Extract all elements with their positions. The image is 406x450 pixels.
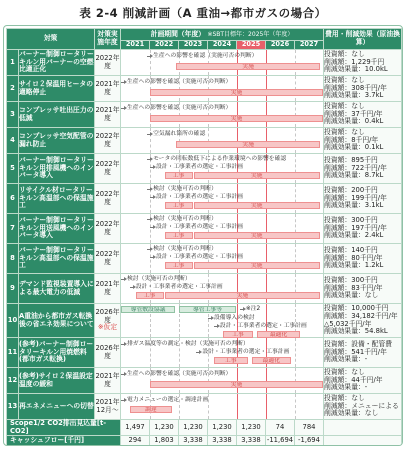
intro-year-cell <box>95 76 121 102</box>
cost-effect-line: 投資額：なし <box>324 394 365 403</box>
cost-effect-line: 投資額：300千円 <box>324 276 378 285</box>
footer-emissions-value: 1,230 <box>150 420 179 436</box>
measure-name: (参考)バーナー制御ロータリーキルン用焼燃料(都市ガス転換) <box>19 338 95 368</box>
schedule-arrow <box>130 287 134 288</box>
gantt-track <box>121 50 323 75</box>
schedule-label: 設計・工事業者の選定・工事計画 <box>156 224 243 230</box>
table-row <box>7 274 402 304</box>
schedule-label: 検討（実施可否の判断） <box>127 276 191 282</box>
footer-cashflow-value: 1,803 <box>150 436 179 446</box>
footer-cashflow-value: 3,338 <box>179 436 208 446</box>
schedule-label: 設備導入の検討 <box>214 315 255 321</box>
gantt-cell <box>121 184 324 214</box>
cost-effect-line: 投資額：なし <box>324 76 365 85</box>
schedule-bar: 工事 <box>136 292 164 299</box>
schedule-label: 生産への影響を確認（実施可否の判断） <box>127 105 232 111</box>
schedule-arrow <box>121 400 125 401</box>
cost-effect-line: 削減効果量：- <box>324 355 368 364</box>
intro-year-cell <box>95 338 121 368</box>
footer-emissions-value: 74 <box>266 420 295 436</box>
schedule-bar: 調達 <box>130 406 173 413</box>
cost-effect-cell <box>324 274 402 304</box>
table-row <box>7 102 402 128</box>
cost-effect-line: 投資額：なし <box>324 102 365 111</box>
schedule-label: 生産への影響を確認（実施可否の判断） <box>153 53 258 59</box>
cost-effect-cell <box>324 50 402 76</box>
cost-effect-cell <box>324 184 402 214</box>
intro-year: 2021年度 <box>95 79 120 96</box>
cost-effect-line: 削減効果量：なし <box>324 291 379 300</box>
cost-effect-line: 投資額：なし <box>324 50 365 59</box>
gantt-cell <box>121 214 324 244</box>
gantt-track <box>121 368 323 393</box>
intro-year-cell <box>95 128 121 154</box>
schedule-bar: 実施 <box>194 232 321 239</box>
intro-year: 2022年度 <box>95 219 120 236</box>
table-row <box>7 338 402 368</box>
table-row <box>7 76 402 102</box>
cost-effect-line: 削減額：199千円/年 <box>324 193 387 202</box>
footer-emissions-value: 1,230 <box>208 420 237 436</box>
schedule-arrow <box>240 309 244 310</box>
gantt-cell <box>121 368 324 394</box>
table-row <box>7 368 402 394</box>
measure-name: コンプレッサ吐出圧力の低減 <box>19 102 95 128</box>
row-number: 3 <box>7 102 19 128</box>
schedule-label: 設計・工事業者の選定・工事計画 <box>156 164 243 170</box>
intro-note: ※仮定 <box>97 323 118 332</box>
intro-year: 2026年度 <box>95 308 120 324</box>
intro-year: 2026年度 <box>95 343 120 360</box>
measure-name: A重油から都市ガス転換後の省エネ効果について <box>19 304 95 338</box>
header-year-2024: 2024 <box>208 41 237 50</box>
footer-cashflow-row <box>7 436 402 446</box>
cost-effect-line: 削減効果量：3.7kL <box>324 91 384 100</box>
header-cost-effect: 費用・削減効果（原油換算） <box>324 29 402 50</box>
table-row <box>7 184 402 214</box>
gantt-track <box>121 154 323 183</box>
cost-effect-line: 削減額：80千円/年 <box>324 253 383 262</box>
schedule-arrow <box>147 189 151 190</box>
schedule-label: 設計・工事業者の選定・工事計画 <box>156 254 243 260</box>
cost-effect-line: 削減効果量：10.0kL <box>324 65 388 74</box>
header-year-2023: 2023 <box>179 41 208 50</box>
footer-cashflow-value: -11,694 <box>266 436 295 446</box>
schedule-arrow <box>121 344 125 345</box>
reduction-plan-table <box>6 28 402 446</box>
cost-effect-line: 投資額：300千円 <box>324 216 378 225</box>
cost-effect-line: 削減額：197千円/年 <box>324 223 387 232</box>
measure-name: サイロ２保温用ヒータの適略停止 <box>19 76 95 102</box>
cost-effect-line: 投資額：140千円 <box>324 246 378 255</box>
measure-name: (参考)サイロ２保温設定温度の緩和 <box>19 368 95 394</box>
year-divider <box>295 338 296 367</box>
header-year-2026: 2026 <box>266 41 295 50</box>
gantt-cell <box>121 154 324 184</box>
row-number: 11 <box>7 338 19 368</box>
footer-cashflow-value: 3,338 <box>208 436 237 446</box>
schedule-arrow <box>150 197 154 198</box>
header-year-2022: 2022 <box>150 41 179 50</box>
schedule-bar: 最適化 <box>257 331 300 338</box>
footer-blank <box>324 420 402 436</box>
table-caption: 表 2-4 削減計画（A 重油→都市ガスの場合） <box>79 6 327 20</box>
cost-effect-cell <box>324 244 402 274</box>
schedule-label: 設計・工事業者の選定・工事計画 <box>202 349 290 355</box>
intro-year: 2022年度 <box>95 131 120 148</box>
gantt-cell <box>121 304 324 338</box>
intro-year-cell <box>95 184 121 214</box>
header-year-2027: 2027 <box>295 41 324 50</box>
cost-effect-line: 削減効果量：1.2kL <box>324 261 384 270</box>
cost-effect-line: 削減効果量：なし <box>324 409 379 418</box>
intro-year: 2022年度 <box>95 159 120 176</box>
gantt-cell <box>121 102 324 128</box>
gantt-track <box>121 338 323 367</box>
row-number: 12 <box>7 368 19 394</box>
table-row <box>7 394 402 420</box>
cost-effect-line: 削減効果量：0.1kL <box>324 143 384 152</box>
schedule-bar: 実施 <box>150 89 323 96</box>
schedule-arrow <box>147 159 151 160</box>
measure-name: バーナー制御ロータリーキルン高温部への保温施工 <box>19 244 95 274</box>
schedule-arrow <box>214 326 218 327</box>
header-year-2025: 2025 <box>237 41 266 50</box>
cost-effect-line: 削減額：37千円/年 <box>324 109 383 118</box>
gantt-cell <box>121 50 324 76</box>
intro-year: 2022年度 <box>95 249 120 266</box>
header-plan-period-label: 計画期間（年度） <box>150 29 206 38</box>
cost-effect-cell <box>324 394 402 420</box>
schedule-bar: 実施 <box>194 262 321 269</box>
cost-effect-cell <box>324 368 402 394</box>
schedule-arrow <box>121 108 125 109</box>
cost-effect-line: 削減額：541千円/年 <box>324 347 387 356</box>
cost-effect-cell <box>324 214 402 244</box>
cost-effect-line: 投資額：10,000千円 <box>324 304 389 313</box>
gantt-track <box>121 184 323 213</box>
intro-year-cell <box>95 154 121 184</box>
schedule-bar: 工事 <box>223 331 254 338</box>
schedule-label: 検討（実施可否の判断） <box>153 186 217 192</box>
schedule-bar: 実施 <box>150 381 323 388</box>
row-number: 5 <box>7 154 19 184</box>
cost-effect-cell <box>324 76 402 102</box>
schedule-arrow <box>147 56 151 57</box>
cost-effect-line: 削減額：722千円/年 <box>324 163 387 172</box>
cost-effect-line: 投資額：895千円 <box>324 156 378 165</box>
gantt-track <box>121 274 323 303</box>
intro-year-cell <box>95 274 121 304</box>
table-row <box>7 304 402 338</box>
schedule-bar: 工事 <box>165 232 193 239</box>
schedule-arrow <box>121 374 125 375</box>
schedule-bar: 実施 <box>194 172 321 179</box>
cost-effect-line: 削減額：8千円/年 <box>324 135 379 144</box>
table-row <box>7 214 402 244</box>
gantt-track <box>121 128 323 153</box>
schedule-bar: 工事 <box>165 262 193 269</box>
intro-year: 2021年度 <box>95 279 120 296</box>
cost-effect-line: 投資額：なし <box>324 128 365 137</box>
schedule-bar: 工事 <box>165 202 193 209</box>
footer-emissions-value: 1,230 <box>179 420 208 436</box>
schedule-label: 生産への影響を確認（実施可否の判断） <box>127 371 232 377</box>
schedule-arrow <box>150 257 154 258</box>
schedule-arrow <box>121 82 125 83</box>
schedule-bar: 実施 <box>150 115 323 122</box>
schedule-bar: 実施 <box>165 292 321 299</box>
gantt-track <box>121 244 323 273</box>
cost-effect-line: 削減効果量：3.1kL <box>324 201 384 210</box>
table-row <box>7 50 402 76</box>
footer-emissions-label: Scope1/2 CO2排出見込量[t-CO2] <box>7 420 121 436</box>
header-plan-note: ※SBT目標年：2025年（年度） <box>207 30 294 38</box>
cost-effect-line: 削減額：83千円/年 <box>324 283 383 292</box>
schedule-arrow <box>147 249 151 250</box>
row-number: 2 <box>7 76 19 102</box>
schedule-label: 電力メニューの選定・調達計画 <box>127 397 209 403</box>
cost-effect-cell <box>324 338 402 368</box>
gantt-track <box>121 76 323 101</box>
intro-year: 2022年度 <box>95 189 120 206</box>
schedule-label: 生産への影響を確認（実施可否の判断） <box>127 79 232 85</box>
gantt-track <box>121 394 323 419</box>
schedule-label: 設計・工事業者の選定・工事計画 <box>135 284 223 290</box>
cost-effect-cell <box>324 304 402 338</box>
cost-effect-line: 削減額：1,229千円 <box>324 57 385 66</box>
footer-emissions-value: 1,497 <box>121 420 150 436</box>
intro-year-cell <box>95 214 121 244</box>
gantt-cell <box>121 244 324 274</box>
cost-effect-line: 削減額：308千円/年 <box>324 83 387 92</box>
intro-year-cell <box>95 102 121 128</box>
measure-name: リサイクル材ロータリーキルン高温部への保温施工 <box>19 184 95 214</box>
gantt-cell <box>121 338 324 368</box>
year-divider <box>237 394 238 419</box>
table-row <box>7 128 402 154</box>
schedule-bar: 工事 <box>165 172 193 179</box>
footer-emissions-row <box>7 420 402 436</box>
schedule-bar: 最適化 <box>252 357 292 364</box>
schedule-label: 設計・工事業者の選定・工事計画 <box>219 323 307 329</box>
schedule-label: 検討（実施可否の判断） <box>153 216 217 222</box>
footer-emissions-value: 1,230 <box>237 420 266 436</box>
schedule-label: 設計・工事業者の選定・工事計画 <box>156 194 243 200</box>
header-measure: 対策 <box>7 29 95 50</box>
cost-effect-line: 削減効果量：54.8kL <box>324 327 388 336</box>
schedule-label: 検討（実施可否の判断） <box>153 246 217 252</box>
gantt-track <box>121 304 323 337</box>
cost-effect-line: 削減効果量：2.4kL <box>324 231 384 240</box>
gantt-cell <box>121 128 324 154</box>
cost-effect-line: 削減効果量：8.7kL <box>324 171 384 180</box>
cost-effect-line: 削減額：44千円/年 <box>324 375 383 384</box>
schedule-phase-bar: 導管工事等 <box>179 306 236 313</box>
footer-cashflow-value: -1,694 <box>295 436 324 446</box>
cost-effect-cell <box>324 128 402 154</box>
intro-year-cell <box>95 304 121 338</box>
footer-blank <box>324 436 402 446</box>
row-number: 6 <box>7 184 19 214</box>
schedule-bar: 実施 <box>176 141 320 148</box>
cost-effect-line: 削減額：34,182千円/年 <box>324 311 398 320</box>
schedule-arrow <box>196 352 200 353</box>
cost-effect-cell <box>324 102 402 128</box>
header-plan-period <box>121 29 324 41</box>
row-number: 9 <box>7 274 19 304</box>
intro-year-cell <box>95 244 121 274</box>
row-number: 7 <box>7 214 19 244</box>
cost-effect-line: 削減額：メニューによる <box>324 401 399 410</box>
cost-effect-line: △5,032千円/年 <box>324 319 372 328</box>
cost-effect-line: 投資額：200千円 <box>324 186 378 195</box>
table-row <box>7 244 402 274</box>
row-number: 4 <box>7 128 19 154</box>
schedule-arrow <box>150 227 154 228</box>
gantt-cell <box>121 76 324 102</box>
year-divider <box>266 394 267 419</box>
intro-year-cell <box>95 394 121 420</box>
cost-effect-line: 投資額：設備・配管費 <box>324 340 392 349</box>
schedule-arrow <box>147 219 151 220</box>
intro-year: 2022年度 <box>95 53 120 70</box>
cost-effect-line: 削減効果量：- <box>324 383 368 392</box>
measure-name: バーナー制御ロータリーキルン用排風機へのインバータ導入 <box>19 154 95 184</box>
row-number: 10 <box>7 304 19 338</box>
table-row <box>7 154 402 184</box>
row-number: 13 <box>7 394 19 420</box>
intro-year: 2021年度 <box>95 105 120 122</box>
year-divider <box>295 394 296 419</box>
schedule-bar: 工事 <box>214 357 248 364</box>
footer-cashflow-value: 3,338 <box>237 436 266 446</box>
measure-name: デマンド監視装置導入による最大電力の低減 <box>19 274 95 304</box>
header-intro-year: 対策実施年度 <box>95 29 121 50</box>
schedule-arrow <box>208 318 212 319</box>
footer-cashflow-value: 294 <box>121 436 150 446</box>
footer-cashflow-label: キャッシュフロー[千円] <box>7 436 121 446</box>
intro-year-cell <box>95 50 121 76</box>
intro-year-cell <box>95 368 121 394</box>
schedule-arrow <box>150 167 154 168</box>
intro-year: 2021年12月～ <box>95 397 120 414</box>
schedule-label: モータの回転数低下による作業環境への影響を確認 <box>153 156 287 162</box>
schedule-label: 排ガス温度等の測定・検討（実施可否の判断） <box>127 341 249 347</box>
measure-name: バーナー制御ロータリーキルン用バーナーの空燃比適正化 <box>19 50 95 76</box>
row-number: 8 <box>7 244 19 274</box>
measure-name: バーナー制御ロータリーキルン用送風機へのインバータ導入 <box>19 214 95 244</box>
cost-effect-cell <box>324 154 402 184</box>
measure-name: コンプレッサ空気配管の漏れ防止 <box>19 128 95 154</box>
schedule-arrow <box>147 134 151 135</box>
cost-effect-line: 削減効果量：0.4kL <box>324 117 384 126</box>
row-number: 1 <box>7 50 19 76</box>
gantt-cell <box>121 394 324 420</box>
reduction-plan-frame <box>3 25 403 446</box>
footer-emissions-value: 784 <box>295 420 324 436</box>
cost-effect-line: 投資額：なし <box>324 368 365 377</box>
intro-year: 2021年度 <box>95 371 120 388</box>
gantt-cell <box>121 274 324 304</box>
measure-name: 再エネメニューへの切替 <box>19 394 95 420</box>
schedule-label: ※注2 <box>245 306 261 312</box>
schedule-phase-bar: 導管敷設協議 <box>121 306 175 313</box>
schedule-arrow <box>121 279 125 280</box>
schedule-label: 空気漏れ箇所の確認 <box>153 131 206 137</box>
schedule-bar: 実施 <box>194 202 321 209</box>
gantt-track <box>121 102 323 127</box>
gantt-track <box>121 214 323 243</box>
schedule-bar: 実施 <box>176 63 320 70</box>
header-year-2021: 2021 <box>121 41 150 50</box>
